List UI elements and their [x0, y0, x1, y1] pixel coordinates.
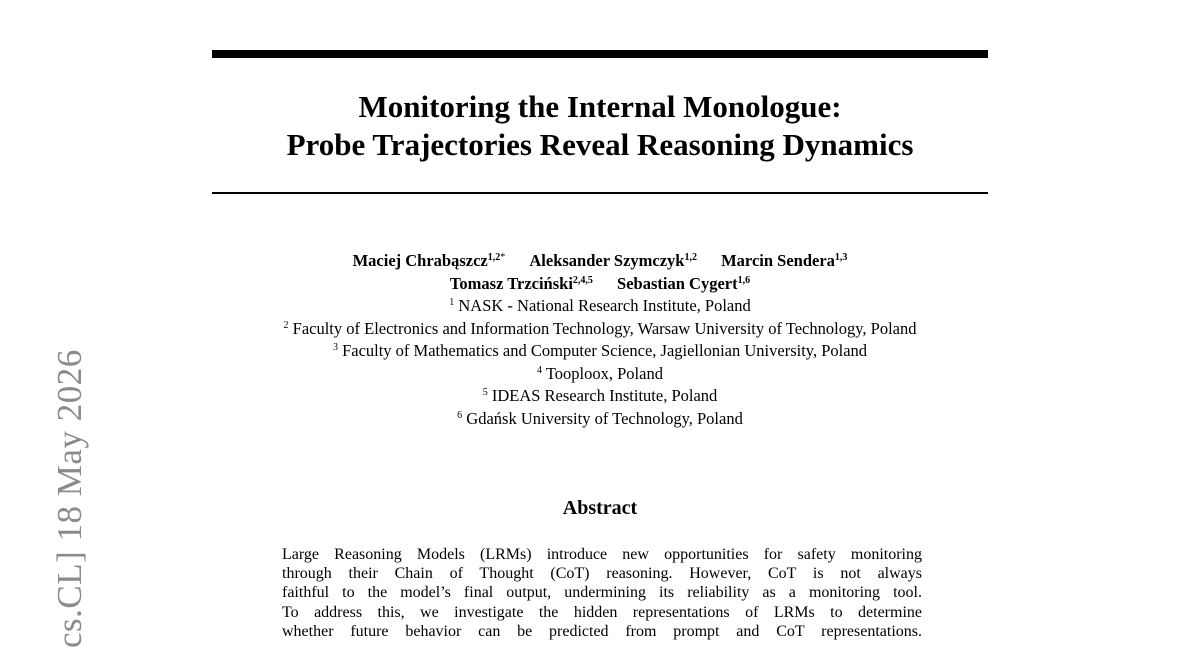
- abstract-line: Large Reasoning Models (LRMs) introduce new opportunities for safety monitoring: [282, 546, 922, 563]
- abstract-line: To address this, we investigate the hidden representations of LRMs to determine: [282, 603, 922, 621]
- title-top-rule: [212, 50, 988, 58]
- abstract-heading: Abstract: [562, 497, 638, 519]
- abstract-line: faithful to the model’s final output, undermining its reliability as a monitoring tool.: [282, 584, 922, 602]
- author: Maciej Chrabąszcz$^{1,2*}$: [352, 251, 506, 270]
- author-line-2: [150, 273, 1050, 296]
- corresponding-author-mark: *: [500, 252, 506, 263]
- title-line-1: Monitoring the Internal Monologue:: [358, 89, 842, 124]
- abstract-line: whether future behavior can be predicted from prompt and CoT representations.: [282, 622, 922, 640]
- author: Tomasz Trzciński$^{2,4,5}$: [449, 273, 593, 293]
- affiliation: $^3$ Faculty of Mathematics and Computer Science, Jagiellonian University, Poland: [332, 341, 868, 360]
- title-bottom-rule: [212, 192, 988, 194]
- author: Sebastian Cygert$^{1,6}$: [617, 273, 751, 293]
- title-line-2: Probe Trajectories Reveal Reasoning Dynamics: [286, 127, 914, 162]
- author-block: [150, 247, 1050, 430]
- affiliation: $^2$ Faculty of Electronics and Information Technology, Warsaw University of Technology, Poland: [283, 318, 917, 338]
- abstract-line: through their Chain of Thought (CoT) reasoning. However, CoT is not always: [282, 565, 922, 583]
- author: Aleksander Szymczyk$^{1,2}$: [529, 251, 697, 270]
- affiliation: $^1$ NASK - National Research Institute, Poland: [449, 296, 751, 315]
- author-line-1: [150, 247, 1050, 273]
- affiliation: $^6$ Gdańsk University of Technology, Poland: [457, 408, 743, 428]
- abstract-body: [282, 545, 922, 641]
- author: Marcin Sendera$^{1,3}$: [721, 251, 848, 270]
- paper-title: [212, 88, 988, 164]
- arxiv-identifier-stamp: cs.CL] 18 May 2026: [50, 349, 89, 648]
- affiliation: $^5$ IDEAS Research Institute, Poland: [482, 386, 718, 405]
- affiliation: $^4$ Tooploox, Poland: [537, 363, 663, 383]
